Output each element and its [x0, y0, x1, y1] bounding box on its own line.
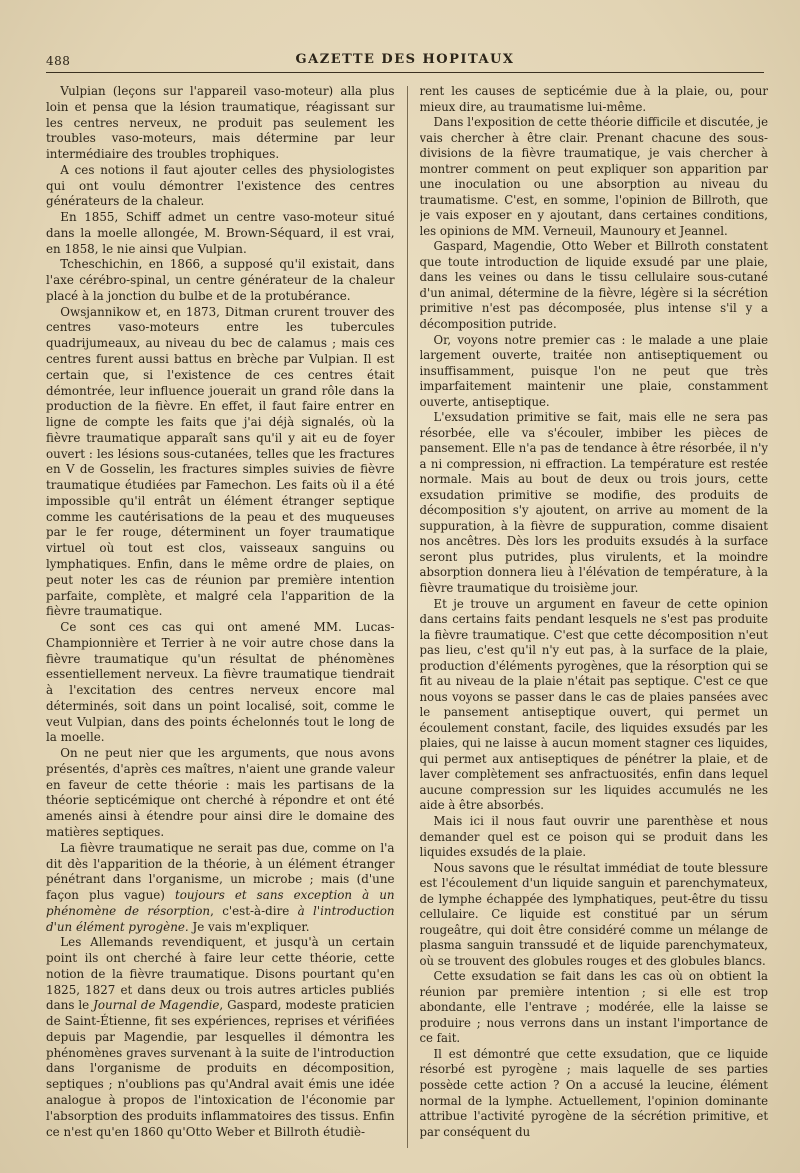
text-run: La fièvre traumatique ne serait pas due, comme on l'a dit dès l'apparition de la théorie, à un élément étranger pénétrant dans l'organisme, un microbe ; mais (d'une façon plus vague) [46, 840, 395, 903]
italic-phrase: toujours et sans exception à un phénomène de résorption [46, 888, 395, 918]
paragraph: Tcheschichin, en 1866, a supposé qu'il existait, dans l'axe cérébro-spinal, un centre générateur de la chaleur placé à la jonction du bulbe et de la protubérance. [46, 257, 395, 303]
paragraph: Gaspard, Magendie, Otto Weber et Billroth constatent que toute introduction de liquide exsudé par une plaie, dans les veines ou dans le tissu cellulaire sous-cutané d'un animal, détermine de la fièvre, légère si la sécrétion primitive n'est pas décomposée, plus intense s'il y a décomposition putride. [419, 239, 769, 331]
text-run: Les Allemands revendiquent, et jusqu'à un certain point ils ont cherché à faire leur cette théorie, cette notion de la fièvre traumatique. Disons pourtant qu'en 1825, 1827 et dans deux ou trois autres articles publiés dans le [46, 935, 395, 1013]
paragraph: rent les causes de septicémie due à la plaie, ou, pour mieux dire, au traumatisme lui-même. [419, 84, 769, 114]
paragraph: Owsjannikow et, en 1873, Ditman crurent trouver des centres vaso-moteurs entre les tubercules quadrijumeaux, au niveau du bec de calamus ; mais ces centres furent aussi battus en brèche par Vulpian. Il est certain que, si l'existence de ces centres était démontrée, leur influence jouerait un grand rôle dans la production de la fièvre. En effet, il faut faire entrer en ligne de compte les faits que j'ai déjà signalés, où la fièvre traumatique apparaît sans qu'il y ait eu de foyer ouvert : les lésions sous-cutanées, telles que les fractures en V de Gosselin, les fractures simples suivies de fièvre traumatique étudiées par Famechon. Les faits où il a été impossible qu'il entrât un élément étranger septique comme les cautérisations de la peau et des muqueuses par le fer rouge, déterminent un foyer traumatique virtuel où tout est clos, vaisseaux sanguins ou lymphatiques. Enfin, dans le même ordre de plaies, on peut noter les cas de réunion par première intention parfaite, complète, et malgré cela l'apparition de la fièvre traumatique. [46, 304, 395, 619]
paragraph: Nous savons que le résultat immédiat de toute blessure est l'écoulement d'un liquide sanguin et parenchymateux, de lymphe échappée des lymphatiques, peut-être du tissu cellulaire. Ce liquide est constitué par un sérum rougeâtre, qui doit être considéré comme un mélange de plasma sanguin transsudé et de liquide parenchymateux, où se trouvent des globules rouges et des globules blancs. [419, 860, 769, 968]
paragraph: Or, voyons notre premier cas : le malade a une plaie largement ouverte, traitée non antiseptiquement ou insuffisamment, puisque l'on ne peut que très imparfaitement maintenir une plaie, constamment ouverte, antiseptique. [419, 332, 769, 409]
text-run: Je vais m'expliquer. [188, 919, 310, 934]
paragraph: L'exsudation primitive se fait, mais elle ne sera pas résorbée, elle va s'écouler, imbiber les pièces de pansement. Elle n'a pas de tendance à être résorbée, il n'y a ni compression, ni effraction. La température est restée normale. Mais au bout de deux ou trois jours, cette exsudation primitive se modifie, des produits de décomposition s'y ajoutent, on arrive au moment de la suppuration, à la fièvre de suppuration, comme disaient nos ancêtres. Dès lors les produits exsudés à la surface seront plus putrides, plus virulents, et la moindre absorption donnera lieu à l'élévation de température, à la fièvre traumatique du troisième jour. [419, 410, 769, 595]
paragraph: Dans l'exposition de cette théorie difficile et discutée, je vais chercher à être clair. Prenant chacune des sous-divisions de la fièvre traumatique, je vais chercher à montrer comment on peut expliquer son apparition par une inoculation ou une absorption au niveau du traumatisme. C'est, en somme, l'opinion de Billroth, que je vais exposer en y ajoutant, dans certaines conditions, les opinions de MM. Verneuil, Maunoury et Jeannel. [419, 115, 769, 238]
paragraph: Cette exsudation se fait dans les cas où on obtient la réunion par première intention ; si elle est trop abondante, elle l'entrave ; modérée, elle la laisse se produire ; nous verrons dans un instant l'importance de ce fait. [419, 969, 769, 1046]
page-number: 488 [46, 54, 71, 68]
paragraph: Et je trouve un argument en faveur de cette opinion dans certains faits pendant lesquels ne s'est pas produite la fièvre traumatique. C'est que cette décomposition n'eut pas lieu, c'est qu'il n'y eut pas, à la surface de la plaie, production d'éléments pyrogènes, que la résorption qui se fit au niveau de la plaie n'était pas septique. C'est ce que nous voyons se passer dans le cas de plaies pansées avec le pansement antiseptique ouvert, qui permet un écoulement constant, facile, des liquides exsudés par les plaies, qui ne laisse à aucun moment stagner ces liquides, qui permet aux antiseptiques de pénétrer la plaie, et de laver complètement ses anfractuosités, enfin dans lequel aucune compression sur les liquides accumulés ne les aide à être absorbés. [419, 596, 769, 813]
right-column [420, 84, 769, 1154]
paragraph: A ces notions il faut ajouter celles des physiologistes qui ont voulu démontrer l'existence des centres générateurs de la chaleur. [46, 162, 395, 209]
text-run: , Gaspard, modeste praticien de Saint-Étienne, fit ses expériences, reprises et vérifiées depuis par Magendie, par lesquelles il démontra les phénomènes graves survenant à la suite de l'introduction dans l'organisme de produits en décomposition, septiques ; n'oublions pas qu'Andral avait émis une idée analogue à propos de l'intoxication de l'économie par l'absorption des produits inflammatoires des tissus. Enfin ce n'est qu'en 1860 qu'Otto Weber et Billroth étudiè- [46, 998, 395, 1139]
running-header [46, 50, 764, 73]
paragraph: Vulpian (leçons sur l'appareil vaso-moteur) alla plus loin et pensa que la lésion traumatique, réagissant sur les centres nerveux, ne produit pas seulement les troubles vaso-moteurs, mais détermine par leur intermédiaire des troubles trophiques. [46, 84, 395, 162]
column-divider [407, 86, 408, 1148]
paragraph: En 1855, Schiff admet un centre vaso-moteur situé dans la moelle allongée, M. Brown-Séquard, il est vrai, en 1858, le nie ainsi que Vulpian. [46, 210, 395, 256]
journal-citation: Journal de Magendie [93, 998, 220, 1013]
left-column [46, 84, 395, 1154]
paragraph: Il est démontré que cette exsudation, que ce liquide résorbé est pyrogène ; mais laquelle de ses parties possède cette action ? On a accusé la leucine, élément normal de la lymphe. Actuellement, l'opinion dominante attribue l'activité pyrogène de la sécrétion primitive, et par conséquent du [419, 1046, 769, 1139]
italic-phrase: à l'introduction d'un élément pyrogène. [46, 903, 395, 934]
paragraph [46, 841, 395, 936]
text-run: , c'est-à-dire [210, 903, 298, 918]
paragraph: On ne peut nier que les arguments, que nous avons présentés, d'après ces maîtres, n'aient une grande valeur en faveur de cette théorie : mais les partisans de la théorie septicémique ont cherché à répondre et ont été amenés ainsi à étendre pour ainsi dire le domaine des matières septiques. [46, 746, 395, 839]
paragraph [46, 935, 395, 1140]
text-columns [46, 84, 768, 1154]
journal-title: GAZETTE DES HOPITAUX [295, 52, 515, 67]
paragraph: Ce sont ces cas qui ont amené MM. Lucas-Championnière et Terrier à ne voir autre chose dans la fièvre traumatique qu'un résultat de phénomènes essentiellement nerveux. La fièvre traumatique tiendrait à l'excitation des centres nerveux encore mal déterminés, soit dans un point localisé, soit, comme le veut Vulpian, dans des points échelonnés tout le long de la moelle. [46, 620, 395, 745]
paragraph: Mais ici il nous faut ouvrir une parenthèse et nous demander quel est ce poison qui se produit dans les liquides exsudés de la plaie. [419, 813, 769, 860]
